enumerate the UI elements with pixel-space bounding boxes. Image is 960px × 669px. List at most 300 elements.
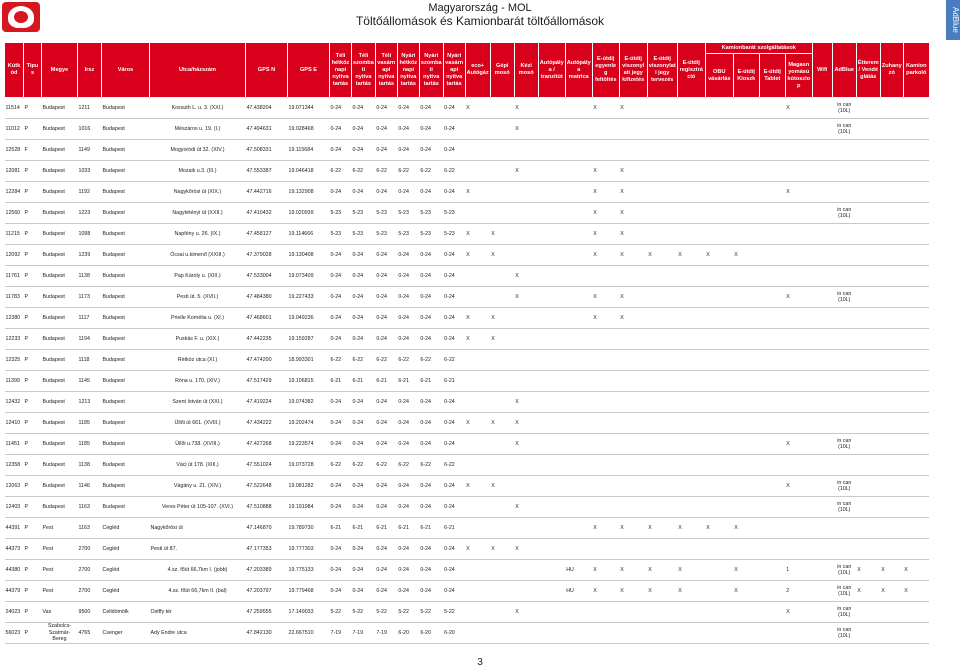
table-cell: 12432 bbox=[5, 392, 24, 413]
table-cell bbox=[490, 266, 514, 287]
table-cell: 0-24 bbox=[375, 119, 397, 140]
column-header: E-útdíj viszonyl ati jegy kifizetés bbox=[619, 43, 647, 98]
table-cell bbox=[856, 119, 880, 140]
page-number: 3 bbox=[477, 657, 483, 668]
table-cell bbox=[733, 350, 759, 371]
table-cell bbox=[903, 350, 929, 371]
table-cell: 47.484380 bbox=[246, 287, 288, 308]
table-cell bbox=[565, 119, 592, 140]
table-cell bbox=[647, 350, 677, 371]
table-cell bbox=[592, 392, 619, 413]
table-cell: X bbox=[733, 245, 759, 266]
table-cell bbox=[856, 140, 880, 161]
table-cell: 6-21 bbox=[397, 371, 419, 392]
table-cell bbox=[705, 182, 733, 203]
column-header: GPS E bbox=[288, 43, 330, 98]
table-cell bbox=[677, 266, 705, 287]
table-cell bbox=[880, 119, 903, 140]
table-cell bbox=[677, 140, 705, 161]
table-cell bbox=[490, 287, 514, 308]
table-cell: X bbox=[465, 182, 490, 203]
table-cell: 47.419224 bbox=[246, 392, 288, 413]
table-cell bbox=[647, 140, 677, 161]
table-row bbox=[5, 581, 930, 602]
table-cell: 0-24 bbox=[443, 182, 465, 203]
table-cell: 2700 bbox=[78, 539, 102, 560]
table-cell: 11783 bbox=[5, 287, 24, 308]
table-cell: 0-24 bbox=[330, 182, 352, 203]
table-cell: 19.223574 bbox=[288, 434, 330, 455]
column-header: E-útdíj Kioszk bbox=[733, 54, 759, 98]
table-cell: X bbox=[619, 245, 647, 266]
table-row bbox=[5, 329, 930, 350]
table-cell: 0-24 bbox=[397, 119, 419, 140]
table-cell bbox=[538, 371, 565, 392]
table-cell bbox=[565, 182, 592, 203]
table-cell bbox=[705, 455, 733, 476]
table-cell: 6-21 bbox=[443, 518, 465, 539]
table-cell: Pest bbox=[42, 518, 78, 539]
table-cell: X bbox=[490, 224, 514, 245]
table-cell bbox=[490, 119, 514, 140]
table-cell bbox=[856, 602, 880, 623]
table-cell: 47.259555 bbox=[246, 602, 288, 623]
table-cell bbox=[880, 287, 903, 308]
table-cell: 12403 bbox=[5, 497, 24, 518]
table-cell: 5-23 bbox=[330, 224, 352, 245]
table-cell: 24023 bbox=[5, 602, 24, 623]
table-cell: 5-23 bbox=[443, 224, 465, 245]
table-cell: P bbox=[24, 581, 42, 602]
table-cell bbox=[619, 476, 647, 497]
table-cell: 6-22 bbox=[375, 455, 397, 476]
table-cell: 47.410432 bbox=[246, 203, 288, 224]
table-cell: X bbox=[514, 287, 538, 308]
table-cell bbox=[677, 119, 705, 140]
table-cell: 0-24 bbox=[375, 497, 397, 518]
table-cell bbox=[812, 203, 832, 224]
table-cell bbox=[733, 455, 759, 476]
table-cell bbox=[619, 266, 647, 287]
table-cell bbox=[880, 266, 903, 287]
table-cell bbox=[677, 413, 705, 434]
table-cell: X bbox=[514, 413, 538, 434]
table-cell: 1146 bbox=[78, 476, 102, 497]
table-cell: 19.789730 bbox=[288, 518, 330, 539]
table-cell bbox=[514, 140, 538, 161]
table-cell bbox=[465, 203, 490, 224]
table-cell: 5-22 bbox=[352, 602, 376, 623]
table-cell: P bbox=[24, 119, 42, 140]
table-cell bbox=[759, 119, 785, 140]
table-cell: 1173 bbox=[78, 287, 102, 308]
table-cell: P bbox=[24, 602, 42, 623]
table-cell bbox=[465, 434, 490, 455]
table-cell: 5-22 bbox=[375, 602, 397, 623]
table-cell bbox=[647, 623, 677, 644]
table-cell: Budapest bbox=[42, 308, 78, 329]
table-cell: 0-24 bbox=[375, 413, 397, 434]
table-cell: X bbox=[880, 560, 903, 581]
table-cell bbox=[592, 455, 619, 476]
table-cell: X bbox=[785, 434, 812, 455]
table-cell: 1033 bbox=[78, 161, 102, 182]
table-cell: Budapest bbox=[102, 161, 150, 182]
table-cell bbox=[490, 560, 514, 581]
table-cell: in can (10L) bbox=[832, 497, 856, 518]
table-cell: 0-24 bbox=[375, 560, 397, 581]
table-cell bbox=[759, 560, 785, 581]
table-cell: X bbox=[592, 98, 619, 119]
table-cell bbox=[903, 182, 929, 203]
table-cell: in can (10L) bbox=[832, 623, 856, 644]
table-cell: 0-24 bbox=[419, 539, 443, 560]
table-row bbox=[5, 497, 930, 518]
table-cell bbox=[880, 623, 903, 644]
table-cell bbox=[565, 245, 592, 266]
table-cell: 19.028468 bbox=[288, 119, 330, 140]
table-cell: P bbox=[24, 245, 42, 266]
table-cell: 0-24 bbox=[352, 539, 376, 560]
table-cell bbox=[490, 371, 514, 392]
table-row bbox=[5, 266, 930, 287]
column-header: Autópály a / tranzitút bbox=[538, 43, 565, 98]
table-cell bbox=[538, 497, 565, 518]
table-cell: Pest bbox=[42, 560, 78, 581]
table-cell: 0-24 bbox=[330, 413, 352, 434]
table-cell: 0-24 bbox=[352, 392, 376, 413]
table-cell bbox=[785, 413, 812, 434]
table-cell: Napfény u. 26. (IX.) bbox=[150, 224, 246, 245]
table-cell bbox=[856, 413, 880, 434]
table-cell: Budapest bbox=[42, 287, 78, 308]
table-cell bbox=[490, 455, 514, 476]
table-cell: X bbox=[592, 581, 619, 602]
table-cell: 6-21 bbox=[397, 518, 419, 539]
table-cell bbox=[565, 455, 592, 476]
column-header: Gépi mosó bbox=[490, 43, 514, 98]
table-cell: X bbox=[490, 539, 514, 560]
table-cell: X bbox=[619, 560, 647, 581]
table-cell bbox=[832, 140, 856, 161]
table-cell: 0-24 bbox=[330, 392, 352, 413]
table-cell: X bbox=[705, 518, 733, 539]
table-cell: Budapest bbox=[102, 392, 150, 413]
table-cell: X bbox=[785, 602, 812, 623]
column-header: E-útdíj egyenle g feltöltés bbox=[592, 43, 619, 98]
table-cell: 9500 bbox=[78, 602, 102, 623]
table-cell bbox=[812, 413, 832, 434]
table-row bbox=[5, 623, 930, 644]
table-cell bbox=[880, 602, 903, 623]
table-cell: 6-20 bbox=[443, 623, 465, 644]
table-cell: 47.427268 bbox=[246, 434, 288, 455]
table-cell: X bbox=[647, 518, 677, 539]
table-cell: X bbox=[592, 560, 619, 581]
table-cell: 19.049236 bbox=[288, 308, 330, 329]
table-cell bbox=[856, 287, 880, 308]
table-cell bbox=[619, 497, 647, 518]
table-cell: 6-22 bbox=[352, 161, 376, 182]
table-cell bbox=[538, 329, 565, 350]
table-cell: 6-22 bbox=[443, 161, 465, 182]
table-cell bbox=[856, 371, 880, 392]
table-cell: 1213 bbox=[78, 392, 102, 413]
table-cell: 11761 bbox=[5, 266, 24, 287]
table-cell bbox=[903, 539, 929, 560]
table-cell bbox=[785, 140, 812, 161]
table-row bbox=[5, 203, 930, 224]
table-cell bbox=[465, 392, 490, 413]
table-cell: X bbox=[619, 224, 647, 245]
table-cell: Cegléd bbox=[102, 518, 150, 539]
table-cell: 6-22 bbox=[397, 350, 419, 371]
table-cell bbox=[538, 98, 565, 119]
table-cell: Róna u. 170. (XIV.) bbox=[150, 371, 246, 392]
table-cell bbox=[759, 539, 785, 560]
table-cell: 1239 bbox=[78, 245, 102, 266]
table-cell bbox=[465, 119, 490, 140]
table-cell: 2 bbox=[785, 581, 812, 602]
table-cell bbox=[514, 329, 538, 350]
table-cell bbox=[880, 224, 903, 245]
table-cell: 0-24 bbox=[375, 140, 397, 161]
table-cell: 19.074382 bbox=[288, 392, 330, 413]
table-cell: 47.551024 bbox=[246, 455, 288, 476]
table-cell: Nagykőrösi út (XIX.) bbox=[150, 182, 246, 203]
column-header: E-útdíj Tablet bbox=[759, 54, 785, 98]
table-cell bbox=[677, 476, 705, 497]
table-cell: Budapest bbox=[102, 119, 150, 140]
column-header: Téli vasárn api nyitva tartás bbox=[375, 43, 397, 98]
table-cell: 0-24 bbox=[419, 581, 443, 602]
table-cell bbox=[619, 329, 647, 350]
table-cell: 5-22 bbox=[443, 602, 465, 623]
table-row bbox=[5, 287, 930, 308]
table-row bbox=[5, 245, 930, 266]
table-cell: 18.993301 bbox=[288, 350, 330, 371]
table-cell bbox=[565, 203, 592, 224]
table-cell: 6-22 bbox=[330, 455, 352, 476]
table-cell: Budapest bbox=[42, 140, 78, 161]
table-cell bbox=[812, 371, 832, 392]
table-cell: 5-22 bbox=[330, 602, 352, 623]
table-cell: in can (10L) bbox=[832, 434, 856, 455]
table-cell bbox=[832, 266, 856, 287]
table-cell bbox=[565, 350, 592, 371]
table-cell bbox=[565, 434, 592, 455]
table-cell: X bbox=[733, 518, 759, 539]
table-cell bbox=[733, 476, 759, 497]
table-cell: 0-24 bbox=[375, 476, 397, 497]
table-cell: X bbox=[903, 581, 929, 602]
table-cell bbox=[490, 182, 514, 203]
table-cell bbox=[903, 203, 929, 224]
table-cell: Budapest bbox=[42, 182, 78, 203]
table-cell bbox=[565, 329, 592, 350]
table-cell bbox=[832, 245, 856, 266]
table-cell: 0-24 bbox=[397, 98, 419, 119]
table-cell bbox=[856, 329, 880, 350]
table-cell: 0-24 bbox=[330, 308, 352, 329]
table-cell: P bbox=[24, 98, 42, 119]
table-cell bbox=[592, 413, 619, 434]
table-cell: Budapest bbox=[102, 308, 150, 329]
table-row bbox=[5, 119, 930, 140]
table-cell bbox=[812, 119, 832, 140]
table-cell bbox=[856, 266, 880, 287]
table-cell: 0-24 bbox=[375, 392, 397, 413]
table-cell bbox=[856, 497, 880, 518]
table-cell bbox=[733, 539, 759, 560]
table-cell bbox=[677, 539, 705, 560]
table-cell bbox=[465, 161, 490, 182]
table-cell: X bbox=[490, 308, 514, 329]
table-cell bbox=[880, 329, 903, 350]
table-cell bbox=[592, 119, 619, 140]
table-cell bbox=[785, 392, 812, 413]
table-cell: 0-24 bbox=[352, 287, 376, 308]
table-cell: Cegléd bbox=[102, 560, 150, 581]
adblue-strip: AdBlue bbox=[946, 0, 960, 40]
table-cell: X bbox=[705, 245, 733, 266]
table-cell bbox=[619, 434, 647, 455]
table-cell: Budapest bbox=[102, 455, 150, 476]
table-cell bbox=[903, 266, 929, 287]
table-cell: Pesti út. 5. (XVII.) bbox=[150, 287, 246, 308]
table-cell: 19.114666 bbox=[288, 224, 330, 245]
column-header: Megye bbox=[42, 43, 78, 98]
table-cell: X bbox=[490, 476, 514, 497]
table-cell: Pesti út 87. bbox=[150, 539, 246, 560]
table-cell bbox=[592, 434, 619, 455]
table-cell: 0-24 bbox=[419, 392, 443, 413]
table-cell bbox=[759, 581, 785, 602]
table-cell bbox=[812, 308, 832, 329]
table-cell: HU bbox=[565, 581, 592, 602]
table-cell: 12528 bbox=[5, 140, 24, 161]
table-cell: 19.132908 bbox=[288, 182, 330, 203]
table-cell bbox=[514, 455, 538, 476]
table-cell: 19.130408 bbox=[288, 245, 330, 266]
table-cell: X bbox=[465, 413, 490, 434]
table-cell bbox=[705, 350, 733, 371]
table-cell bbox=[759, 497, 785, 518]
table-cell bbox=[538, 476, 565, 497]
table-cell: Budapest bbox=[42, 497, 78, 518]
table-cell bbox=[538, 287, 565, 308]
table-cell bbox=[677, 497, 705, 518]
table-cell: 0-24 bbox=[419, 560, 443, 581]
table-cell: 0-24 bbox=[443, 413, 465, 434]
table-cell: in can (10L) bbox=[832, 560, 856, 581]
table-cell bbox=[903, 455, 929, 476]
table-row bbox=[5, 224, 930, 245]
table-cell bbox=[812, 434, 832, 455]
table-cell: 0-24 bbox=[419, 245, 443, 266]
table-cell: X bbox=[465, 224, 490, 245]
table-cell bbox=[490, 581, 514, 602]
table-cell: 0-24 bbox=[397, 497, 419, 518]
table-cell bbox=[759, 182, 785, 203]
table-cell: 0-24 bbox=[330, 497, 352, 518]
table-cell bbox=[490, 392, 514, 413]
table-cell bbox=[880, 182, 903, 203]
table-cell: 0-24 bbox=[443, 287, 465, 308]
column-header: Kútk ód bbox=[5, 43, 24, 98]
table-cell bbox=[677, 203, 705, 224]
table-cell: Mészáros u. 19. (I.) bbox=[150, 119, 246, 140]
table-cell bbox=[705, 581, 733, 602]
table-cell: 0-24 bbox=[443, 497, 465, 518]
table-cell: 19.046418 bbox=[288, 161, 330, 182]
table-cell bbox=[592, 140, 619, 161]
table-cell bbox=[538, 455, 565, 476]
table-cell: 4.sz. főút 66,7km II. (bal) bbox=[150, 581, 246, 602]
table-cell: Budapest bbox=[102, 350, 150, 371]
table-cell: Szabolcs-Szatmár-Bereg bbox=[42, 623, 78, 644]
table-cell: 0-24 bbox=[397, 434, 419, 455]
title-line-1: Magyarország - MOL bbox=[428, 2, 532, 14]
table-cell: 47.146870 bbox=[246, 518, 288, 539]
table-cell: Budapest bbox=[42, 266, 78, 287]
table-cell: 1192 bbox=[78, 182, 102, 203]
table-cell: 47.458127 bbox=[246, 224, 288, 245]
table-cell: X bbox=[880, 581, 903, 602]
table-cell: in can (10L) bbox=[832, 476, 856, 497]
table-cell: 0-24 bbox=[419, 98, 443, 119]
table-cell bbox=[856, 161, 880, 182]
table-cell bbox=[705, 308, 733, 329]
table-cell: 6-22 bbox=[443, 350, 465, 371]
table-cell bbox=[565, 371, 592, 392]
table-cell: 47.442235 bbox=[246, 329, 288, 350]
table-cell: 6-21 bbox=[330, 518, 352, 539]
table-cell bbox=[465, 455, 490, 476]
table-cell bbox=[733, 119, 759, 140]
table-cell bbox=[647, 392, 677, 413]
table-cell bbox=[880, 98, 903, 119]
table-cell bbox=[619, 119, 647, 140]
table-cell bbox=[785, 266, 812, 287]
table-cell bbox=[785, 224, 812, 245]
table-cell bbox=[903, 623, 929, 644]
table-cell: X bbox=[785, 98, 812, 119]
table-cell: 47.442716 bbox=[246, 182, 288, 203]
table-cell bbox=[733, 497, 759, 518]
column-header: Téli hétköz napi nyitva tartás bbox=[330, 43, 352, 98]
table-cell: X bbox=[465, 539, 490, 560]
table-cell: 0-24 bbox=[419, 266, 443, 287]
table-cell bbox=[812, 623, 832, 644]
table-cell: Prielle Kornélia u. (XI.) bbox=[150, 308, 246, 329]
table-cell: Budapest bbox=[102, 497, 150, 518]
table-cell: 6-22 bbox=[419, 350, 443, 371]
table-cell bbox=[565, 602, 592, 623]
table-cell bbox=[812, 161, 832, 182]
table-cell: 0-24 bbox=[443, 539, 465, 560]
table-row bbox=[5, 539, 930, 560]
table-cell: 47.510888 bbox=[246, 497, 288, 518]
table-cell bbox=[880, 371, 903, 392]
table-cell: 0-24 bbox=[352, 182, 376, 203]
table-cell bbox=[705, 140, 733, 161]
table-cell bbox=[490, 623, 514, 644]
table-cell bbox=[538, 182, 565, 203]
table-cell: 6-21 bbox=[375, 371, 397, 392]
table-cell: 5-22 bbox=[419, 602, 443, 623]
table-cell bbox=[759, 434, 785, 455]
